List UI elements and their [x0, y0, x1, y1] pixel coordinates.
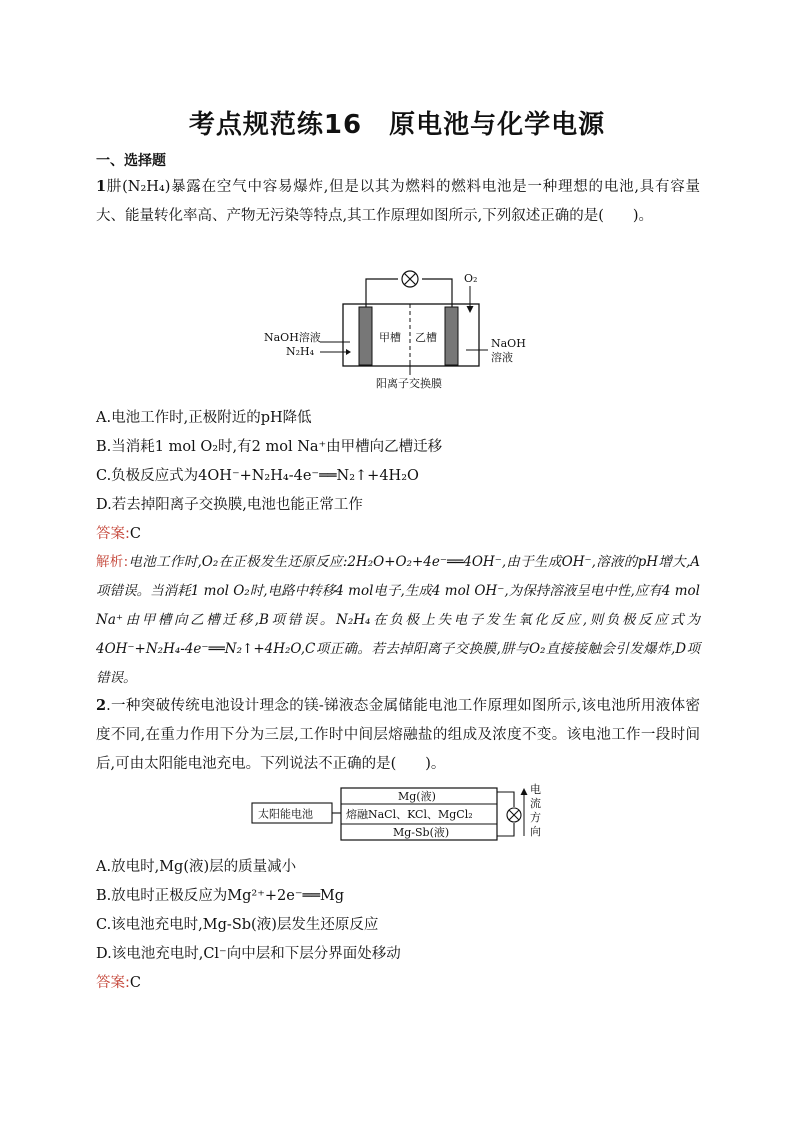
- question-1-stem: 1肼(N₂H₄)暴露在空气中容易爆炸,但是以其为燃料的燃料电池是一种理想的电池,具有容量大、能量转化率高、产物无污染等特点,其工作原理如图所示,下列叙述正确的是( )。: [96, 178, 700, 224]
- answer-label: 答案:: [96, 975, 130, 991]
- answer-2: [96, 973, 141, 993]
- q2-option-b: B.放电时正极反应为Mg²⁺+2e⁻══Mg: [96, 888, 345, 904]
- layer-top-label: Mg(液): [398, 790, 436, 803]
- q2-option-d: D.该电池充电时,Cl⁻向中层和下层分界面处移动: [96, 946, 401, 962]
- left-solution-label: NaOH溶液: [264, 331, 321, 344]
- question-number: 2: [96, 697, 107, 714]
- o2-label: O₂: [464, 272, 478, 285]
- slot-b-label: 乙槽: [415, 331, 437, 344]
- solar-cell-label: 太阳能电池: [258, 807, 313, 821]
- hydrazine-label: N₂H₄: [286, 345, 315, 358]
- negative-electrode: [359, 307, 372, 365]
- bulb-icon: [402, 271, 418, 287]
- explanation-label: 解析:: [96, 554, 129, 570]
- explanation-1: 解析:电池工作时,O₂在正极发生还原反应:2H₂O+O₂+4e⁻══4OH⁻,由于生成OH⁻,溶液的pH增大,A项错误。当消耗1 mol O₂时,电路中转移4 mol电子,生成4 mol OH⁻,为保持溶液呈电中性,应有4 mol Na⁺由甲槽向乙槽迁移,B项错误。N₂H₄在负极上失电子发生氧化反应,则负极反应式为4OH⁻+N₂H₄-4e⁻══N₂↑+4H₂O,C项正确。若去掉阳离子交换膜,肼与O₂直接接触会引发爆炸,D项错误。: [96, 554, 700, 686]
- q2-option-a: A.放电时,Mg(液)层的质量减小: [96, 859, 297, 875]
- bulb-icon: [507, 808, 521, 822]
- layer-bottom-label: Mg-Sb(液): [393, 826, 450, 839]
- question-number: 1: [96, 178, 107, 195]
- answer-value: C: [129, 975, 141, 991]
- current-direction-char: 流: [530, 797, 541, 810]
- positive-electrode: [445, 307, 458, 365]
- membrane-label: 阳离子交换膜: [376, 377, 442, 390]
- current-direction-char: 电: [530, 783, 541, 796]
- answer-1: [96, 524, 141, 544]
- answer-label: 答案:: [96, 526, 130, 542]
- option-b: B.当消耗1 mol O₂时,有2 mol Na⁺由甲槽向乙槽迁移: [96, 439, 443, 455]
- slot-a-label: 甲槽: [379, 331, 401, 344]
- question-2-stem: 2.一种突破传统电池设计理念的镁-锑液态金属储能电池工作原理如图所示,该电池所用液体密度不同,在重力作用下分为三层,工作时中间层熔融盐的组成及浓度不变。该电池工作一段时间后,可由太阳能电池充电。下列说法不正确的是( )。: [96, 697, 700, 772]
- current-direction-char: 方: [530, 811, 541, 824]
- mg-sb-battery-diagram: [0, 780, 794, 850]
- q2-option-c: C.该电池充电时,Mg-Sb(液)层发生还原反应: [96, 917, 379, 933]
- answer-value: C: [129, 526, 141, 542]
- right-solution-label-1: NaOH: [491, 337, 526, 350]
- fuel-cell-diagram: [0, 262, 794, 392]
- option-d: D.若去掉阳离子交换膜,电池也能正常工作: [96, 497, 363, 513]
- current-direction-vertical: [530, 782, 541, 838]
- option-a: A.电池工作时,正极附近的pH降低: [96, 410, 312, 426]
- option-c: C.负极反应式为4OH⁻+N₂H₄-4e⁻══N₂↑+4H₂O: [96, 468, 419, 484]
- current-direction-char: 向: [530, 825, 541, 838]
- section-heading: 一、选择题: [96, 153, 166, 169]
- layer-middle-label: 熔融NaCl、KCl、MgCl₂: [346, 808, 473, 821]
- right-solution-label-2: 溶液: [491, 351, 513, 364]
- page-title: 考点规范练16 原电池与化学电源: [188, 110, 606, 140]
